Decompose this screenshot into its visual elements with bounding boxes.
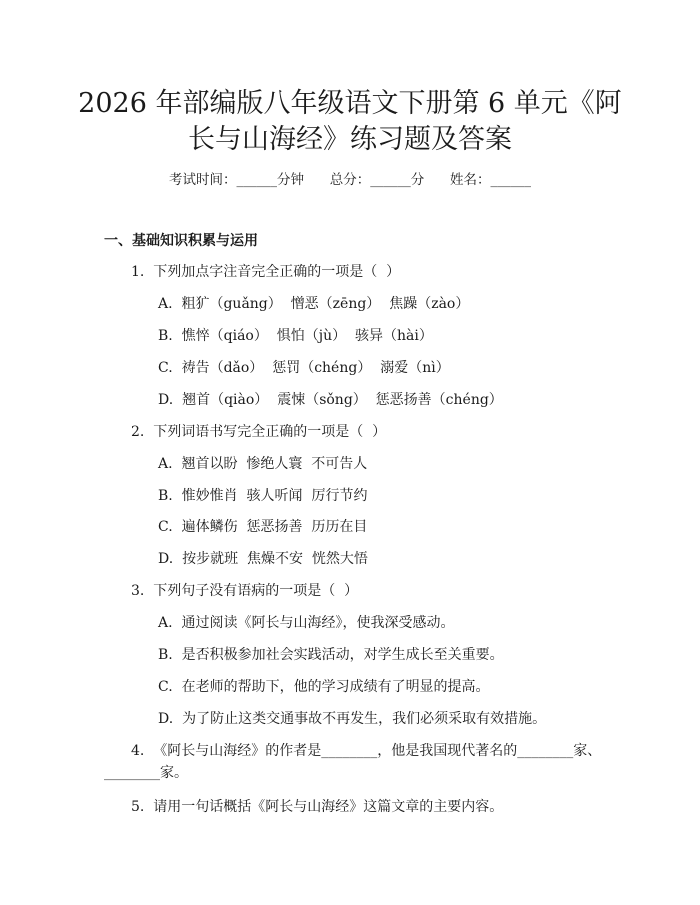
question-2-option-c: C. 遍体鳞伤 惩恶扬善 历历在目: [158, 519, 368, 535]
question-3-option-d: D. 为了防止这类交通事故不再发生，我们必须采取有效措施。: [158, 711, 547, 727]
section-heading: 一、基础知识积累与运用: [104, 233, 258, 249]
question-4-stem-line-1: 4. 《阿长与山海经》的作者是________，他是我国现代著名的________家、: [131, 743, 602, 759]
question-1-option-a: A. 粗犷（guǎng） 憎恶（zēng） 焦躁（zào）: [158, 296, 470, 312]
page-title-line-1: 2026 年部编版八年级语文下册第 6 单元《阿: [78, 88, 622, 119]
question-3-option-b: B. 是否积极参加社会实践活动，对学生成长至关重要。: [158, 647, 504, 663]
question-1-stem: 1. 下列加点字注音完全正确的一项是（ ）: [131, 264, 401, 280]
question-3-option-c: C. 在老师的帮助下，他的学习成绩有了明显的提高。: [158, 679, 490, 695]
question-4-stem-line-2: ________家。: [104, 765, 188, 781]
question-1-option-b: B. 憔悴（qiáo） 惧怕（jù） 骇异（hài）: [158, 328, 433, 344]
question-2-option-b: B. 惟妙惟肖 骇人听闻 厉行节约: [158, 488, 368, 504]
page-title-line-2: 长与山海经》练习题及答案: [188, 124, 512, 155]
question-3-option-a: A. 通过阅读《阿长与山海经》，使我深受感动。: [158, 615, 455, 631]
question-2-stem: 2. 下列词语书写完全正确的一项是（ ）: [131, 424, 387, 440]
question-2-option-d: D. 按步就班 焦燥不安 恍然大悟: [158, 551, 368, 567]
question-1-option-c: C. 祷告（dǎo） 惩罚（chéng） 溺爱（nì）: [158, 360, 450, 376]
question-3-stem: 3. 下列句子没有语病的一项是（ ）: [131, 583, 359, 599]
exam-info: 考试时间：______分钟 总分：______分 姓名：______: [169, 172, 531, 188]
question-5-stem: 5. 请用一句话概括《阿长与山海经》这篇文章的主要内容。: [131, 799, 504, 815]
question-2-option-a: A. 翘首以盼 惨绝人寰 不可告人: [158, 456, 368, 472]
question-1-option-d: D. 翘首（qiào） 震悚（sǒng） 惩恶扬善（chéng）: [158, 392, 503, 408]
